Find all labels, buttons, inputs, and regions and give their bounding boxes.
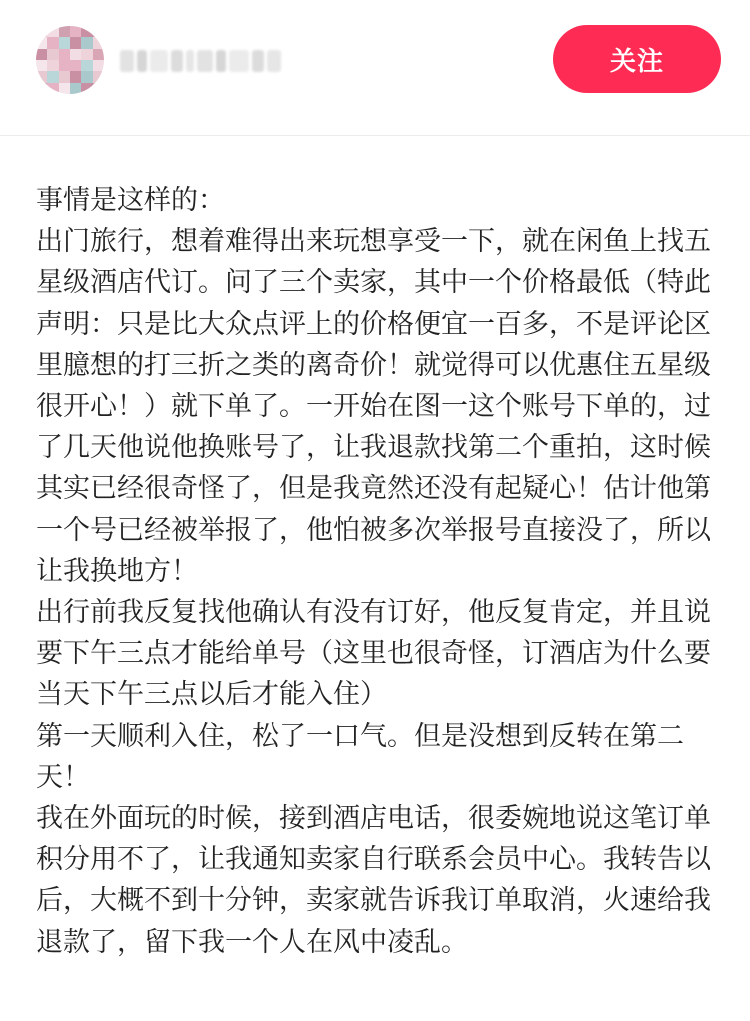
username-blurred[interactable] [120,44,300,78]
post-header [0,0,750,136]
post-paragraph: 出门旅行，想着难得出来玩想享受一下，就在闲鱼上找五星级酒店代订。问了三个卖家，其中一个价格最低（特此声明：只是比大众点评上的价格便宜一百多，不是评论区里臆想的打三折之类的离奇价！就觉得可以优惠住五星级很开心！）就下单了。一开始在图一这个账号下单的，过了几天他说他换账号了，让我退款找第二个重拍，这时候其实已经很奇怪了，但是我竟然还没有起疑心！估计他第一个号已经被举报了，他怕被多次举报号直接没了，所以让我换地方！ [36,226,711,587]
post-body [36,180,716,963]
post-paragraph: 事情是这样的： [36,185,225,216]
avatar[interactable] [36,26,104,94]
post-paragraph: 出行前我反复找他确认有没有订好，他反复肯定，并且说要下午三点才能给单号（这里也很奇怪，订酒店为什么要当天下午三点以后才能入住） [36,597,711,711]
follow-button[interactable]: 关注 [553,25,721,93]
post-paragraph: 我在外面玩的时候，接到酒店电话，很委婉地说这笔订单积分用不了，让我通知卖家自行联系会员中心。我转告以后，大概不到十分钟，卖家就告诉我订单取消，火速给我退款了，留下我一个人在风中凌乱。 [36,803,711,958]
post-paragraph: 第一天顺利入住，松了一口气。但是没想到反转在第二天！ [36,720,684,793]
